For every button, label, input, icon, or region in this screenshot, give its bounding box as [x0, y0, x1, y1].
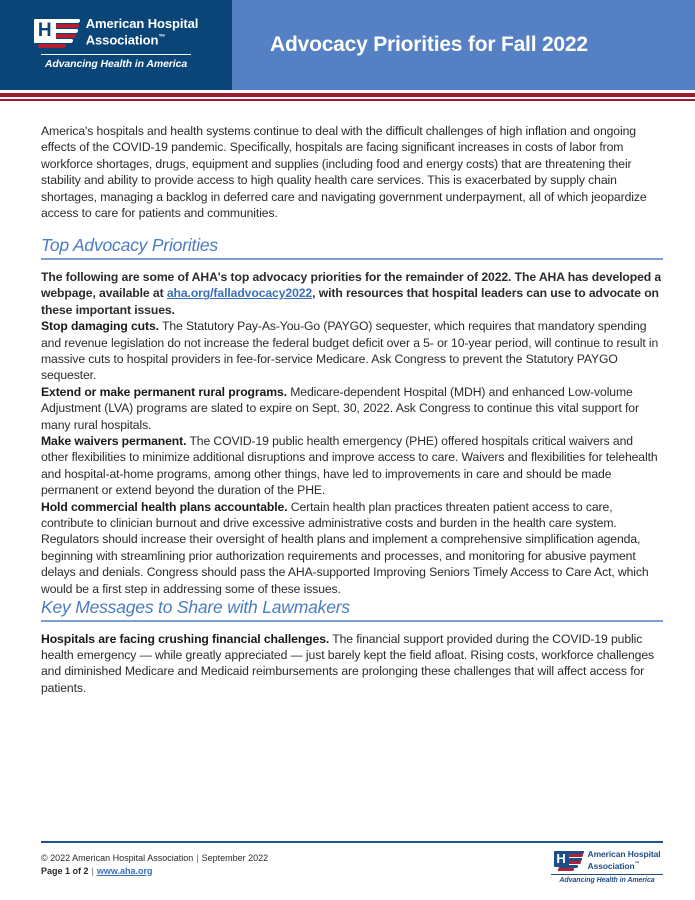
- intro-paragraph: America's hospitals and health systems continue to deal with the difficult challenges of high inflation and ongoing effects of the COVID-19 pandemic. Specifically, hospitals are facing significant increases in costs of labor from workforce shortages, drugs, equipment and supplies (including food and energy costs) that are threatening their stability and ability to provide access to high quality health care services. This is exacerbated by supply chain shortages, managing a backlog in deferred care and navigating government underpayment, all of which jeopardize access to care for patients and communities.: [41, 124, 647, 221]
- footer-date: September 2022: [201, 853, 269, 863]
- aha-logo-tagline: Advancing Health in America: [44, 57, 188, 70]
- footer-trademark-symbol: ™: [634, 860, 640, 867]
- footer-divider: [41, 841, 663, 843]
- logo-divider: [41, 54, 191, 55]
- footer-copyright-line: [41, 852, 268, 865]
- key-message-title: Hospitals are facing crushing financial challenges.: [41, 631, 330, 646]
- footer-logo-name-line2: Association™: [587, 860, 640, 871]
- footer-copyright: © 2022 American Hospital Association: [41, 853, 194, 863]
- footer-separator-2: |: [91, 865, 94, 876]
- section-rule: [41, 258, 663, 260]
- footer-row: [41, 849, 663, 900]
- footer-aha-logo: [551, 850, 663, 884]
- aha-logo-name-line1: American Hospital: [85, 16, 199, 32]
- footer-logo-lockup: [554, 850, 661, 871]
- priority-item-title: Stop damaging cuts.: [41, 319, 159, 334]
- priority-item-title: Extend or make permanent rural programs.: [41, 384, 287, 399]
- priority-item: [41, 318, 663, 384]
- page-header: [0, 0, 695, 90]
- footer-logo-tagline: Advancing Health in America: [559, 877, 655, 884]
- aha-flag-h-icon: [34, 17, 80, 49]
- aha-logo-lockup: [34, 17, 198, 49]
- footer-aha-flag-h-icon: [554, 850, 584, 871]
- aha-logo-name-line2: Association™: [85, 32, 166, 48]
- footer-logo-divider: [551, 874, 663, 875]
- section-rule: [41, 620, 663, 622]
- section-heading-key-messages: Key Messages to Share with Lawmakers: [41, 597, 350, 618]
- header-title-panel: [232, 0, 695, 90]
- section-heading-top-advocacy-priorities: Top Advocacy Priorities: [41, 235, 218, 256]
- logo-h-letter: H: [37, 19, 52, 41]
- falladvocacy-link[interactable]: aha.org/falladvocacy2022: [166, 286, 313, 301]
- priority-item-body: The Statutory Pay-As-You-Go (PAYGO) sequester, which requires that mandatory spending and revenue legislation do not increase the federal budget deficit over a 5- or 10-year period, will continue to result in massive cuts to hospital providers in fee-for-service Medicare. Ask Congress to prevent the Statutory PAYGO sequester.: [41, 319, 659, 383]
- priority-item-title: Hold commercial health plans accountable.: [41, 499, 288, 514]
- trademark-symbol: ™: [158, 34, 166, 42]
- priority-item-body: The COVID-19 public health emergency (PHE) offered hospitals critical waivers and other flexibilities to minimize additional disruptions and improve access to care. Waivers and flexibilities for telehealth and hospital-at-home programs, among other things, have led to improvements in care and should be made permanent or extend beyond the duration of the PHE.: [41, 434, 658, 498]
- footer-meta: [41, 852, 268, 877]
- page-content: [0, 101, 695, 696]
- footer-separator: |: [196, 853, 199, 863]
- priority-item-body: Certain health plan practices threaten patient access to care, contribute to clinician burnout and drive excessive administrative costs and burden in the health care system. Regulators should increase their oversight of health plans and implement a comprehensive simplification agenda, beginning with streamlining prior authorization requirements and processes, and monitoring for abusive payment delays and denials. Congress should pass the AHA-supported Improving Seniors Timely Access to Care Act, which would be a first step in addressing some of these issues.: [41, 499, 649, 596]
- footer-page-number: Page 1 of 2: [41, 865, 89, 876]
- aha-logo: [34, 17, 198, 70]
- priority-item: [41, 499, 663, 597]
- key-message-item: [41, 631, 663, 697]
- footer-logo-h-letter: H: [556, 851, 566, 866]
- priority-item-title: Make waivers permanent.: [41, 434, 187, 448]
- footer-page-line: [41, 865, 268, 878]
- lede-text-before-link: The following are some of AHA's top advocacy priorities for the remainder of 2022. The AHA has developed a webpage, available at: [41, 269, 662, 301]
- footer-logo-wordmark: [588, 850, 661, 871]
- page-title: Advocacy Priorities for Fall 2022: [270, 33, 588, 56]
- footer-logo-name-line1: American Hospital: [587, 849, 661, 860]
- priority-item-body: Medicare-dependent Hospital (MDH) and enhanced Low-volume Adjustment (LVA) programs are slated to expire on Sept. 30, 2022. Ask Congress to continue this vital support for many rural hospitals.: [41, 384, 639, 432]
- footer-website-link[interactable]: www.aha.org: [96, 865, 153, 876]
- priority-item: [41, 433, 663, 499]
- key-message-body: The financial support provided during the COVID-19 public health emergency — while greatly appreciated — just barely kept the field afloat. Rising costs, workforce challenges and diminished Medicare and Medicaid reimbursements are prolonging these challenges that will affect access for patients.: [41, 631, 654, 695]
- header-logo-panel: [0, 0, 232, 90]
- lede-text-after-link: , with resources that hospital leaders can use to advocate on these important issues.: [41, 286, 659, 317]
- page-footer: [0, 841, 695, 900]
- priority-item: [41, 384, 663, 433]
- aha-logo-wordmark: [86, 17, 198, 47]
- section-lede: [41, 269, 663, 318]
